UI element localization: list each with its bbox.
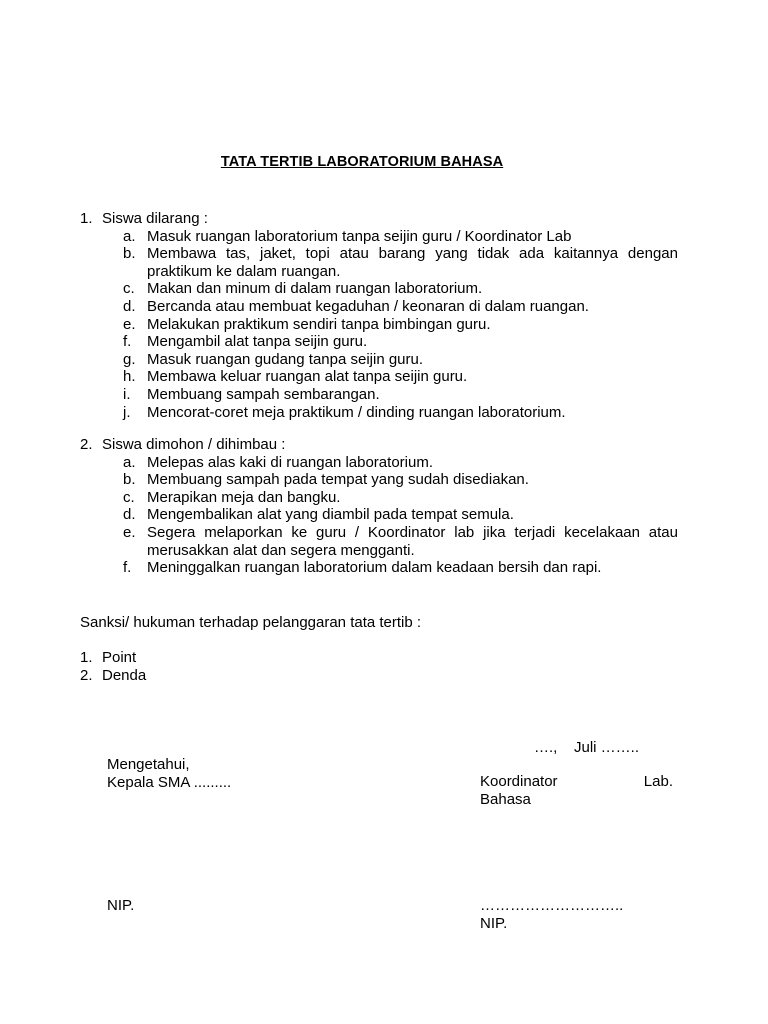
- list-item-text: Bercanda atau membuat kegaduhan / keonaran di dalam ruangan.: [147, 297, 589, 315]
- coordinator-label: Koordinator: [480, 773, 558, 790]
- list-item: [123, 333, 680, 351]
- list-item: [123, 368, 680, 386]
- list-item-text: Membawa keluar ruangan alat tanpa seijin guru.: [147, 368, 468, 386]
- prohibitions-section: [80, 210, 680, 421]
- list-item-number: 1.: [80, 649, 93, 666]
- list-item-letter: h.: [123, 368, 136, 386]
- signature-left-block: [107, 756, 231, 791]
- list-item-text: Mencorat-coret meja praktikum / dinding ruangan laboratorium.: [147, 403, 566, 421]
- list-item-text: Masuk ruangan laboratorium tanpa seijin guru / Koordinator Lab: [147, 227, 572, 245]
- coordinator-line: [480, 773, 673, 791]
- list-item-text: Makan dan minum di dalam ruangan laboratorium.: [147, 280, 483, 298]
- list-item-letter: e.: [123, 315, 136, 333]
- list-item-letter: c.: [123, 280, 135, 298]
- list-item-text: Melepas alas kaki di ruangan laboratorium.: [147, 453, 433, 471]
- list-item-letter: a.: [123, 453, 136, 471]
- appeals-heading-line: [80, 436, 680, 454]
- signature-right-nip-block: [480, 897, 623, 932]
- list-item: [123, 524, 680, 559]
- list-item-letter: d.: [123, 506, 136, 524]
- language-label: Bahasa: [480, 790, 531, 808]
- signature-date: …., Juli ……..: [534, 739, 640, 756]
- list-item: [123, 228, 680, 246]
- signature-dots: ………………………..: [480, 897, 624, 914]
- list-item-text: Segera melaporkan ke guru / Koordinator lab jika terjadi kecelakaan atau merusakkan alat dan segera mengganti.: [147, 523, 678, 559]
- list-item: [123, 351, 680, 369]
- list-item-text: Membawa tas, jaket, topi atau barang yang tidak ada kaitannya dengan praktikum ke dalam ruangan.: [147, 245, 678, 280]
- list-item: [123, 280, 680, 298]
- principal-label: Kepala SMA .........: [107, 773, 232, 791]
- list-item-text: Merapikan meja dan bangku.: [147, 488, 341, 506]
- list-item-letter: g.: [123, 350, 136, 368]
- appeals-list: [80, 454, 680, 577]
- list-item-letter: a.: [123, 227, 136, 245]
- acknowledged-label: Mengetahui,: [107, 756, 190, 773]
- list-item: [123, 454, 680, 472]
- sanctions-list: [80, 649, 146, 684]
- list-item-letter: e.: [123, 523, 136, 541]
- sanctions-heading: Sanksi/ hukuman terhadap pelanggaran tata tertib :: [80, 614, 422, 631]
- list-item-letter: d.: [123, 297, 136, 315]
- list-item: [123, 386, 680, 404]
- list-item-letter: b.: [123, 471, 136, 489]
- list-item: [80, 667, 146, 685]
- list-item-text: Mengembalikan alat yang diambil pada tempat semula.: [147, 506, 514, 524]
- list-item-text: Membuang sampah sembarangan.: [147, 385, 380, 403]
- list-item-text: Point: [102, 649, 137, 666]
- section-heading: Siswa dimohon / dihimbau :: [102, 436, 286, 453]
- list-item-text: Melakukan praktikum sendiri tanpa bimbingan guru.: [147, 315, 491, 333]
- list-item-text: Membuang sampah pada tempat yang sudah disediakan.: [147, 471, 529, 489]
- list-item-letter: c.: [123, 488, 135, 506]
- document-title: TATA TERTIB LABORATORIUM BAHASA: [220, 154, 504, 170]
- list-item: [123, 316, 680, 334]
- list-item: [123, 559, 680, 577]
- list-item: [123, 489, 680, 507]
- list-item: [123, 471, 680, 489]
- list-item: [123, 298, 680, 316]
- list-item: [80, 649, 146, 667]
- list-item-text: Masuk ruangan gudang tanpa seijin guru.: [147, 350, 424, 368]
- list-item-letter: j.: [123, 403, 131, 421]
- section-number: 1.: [80, 210, 93, 227]
- nip-right: NIP.: [480, 914, 508, 932]
- list-item-number: 2.: [80, 666, 93, 684]
- list-item: [123, 245, 680, 280]
- list-item-text: Mengambil alat tanpa seijin guru.: [147, 333, 368, 351]
- nip-left: NIP.: [107, 897, 135, 914]
- appeals-section: [80, 436, 680, 577]
- signature-right-block: [480, 773, 673, 808]
- list-item-text: Denda: [102, 666, 147, 684]
- lab-label: Lab.: [643, 773, 673, 790]
- list-item-letter: i.: [123, 385, 131, 403]
- list-item: [123, 404, 680, 422]
- section-heading: Siswa dilarang :: [102, 210, 208, 227]
- list-item-text: Meninggalkan ruangan laboratorium dalam keadaan bersih dan rapi.: [147, 559, 602, 577]
- list-item-letter: f.: [123, 333, 132, 351]
- prohibitions-list: [80, 228, 680, 422]
- section-number: 2.: [80, 436, 93, 453]
- prohibitions-heading-line: [80, 210, 680, 228]
- list-item-letter: b.: [123, 245, 136, 263]
- list-item-letter: f.: [123, 559, 132, 577]
- list-item: [123, 506, 680, 524]
